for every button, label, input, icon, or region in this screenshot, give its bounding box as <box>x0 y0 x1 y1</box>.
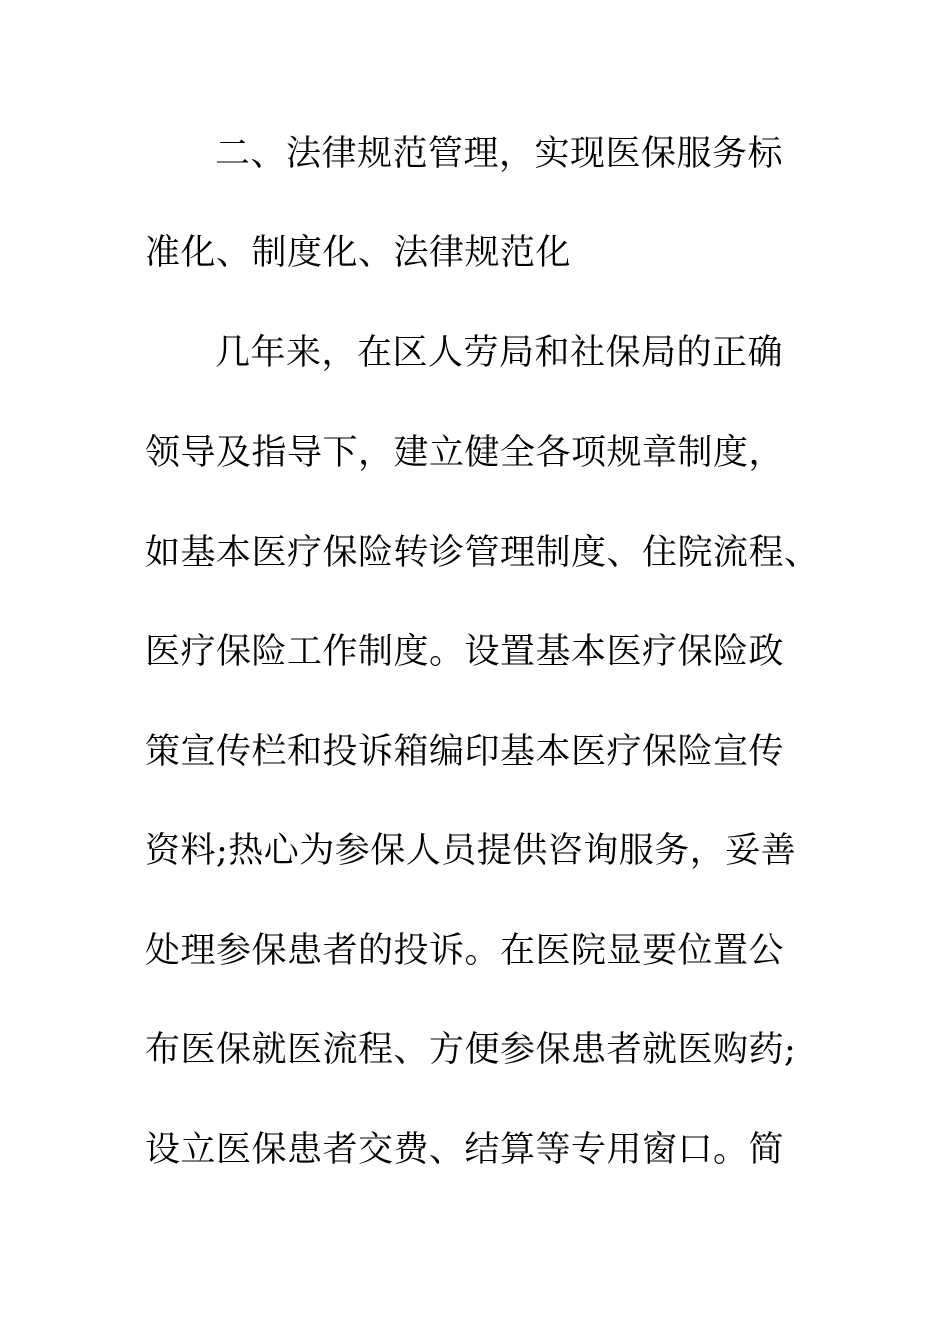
heading-line-2: 准化、制度化、法律规范化 <box>145 233 572 273</box>
paragraph-line-3: 如基本医疗保险转诊管理制度、住院流程、 <box>145 533 820 573</box>
paragraph-line-2: 领导及指导下，建立健全各项规章制度， <box>145 433 785 473</box>
paragraph-line-8: 布医保就医流程、方便参保患者就医购药; <box>145 1030 797 1070</box>
paragraph-line-1: 几年来，在区人劳局和社保局的正确 <box>215 333 784 373</box>
paragraph-line-5: 策宣传栏和投诉箱编印基本医疗保险宣传 <box>145 732 785 772</box>
paragraph-line-7: 处理参保患者的投诉。在医院显要位置公 <box>145 931 785 971</box>
heading-line-1: 二、法律规范管理，实现医保服务标 <box>215 134 784 174</box>
paragraph-line-9: 设立医保患者交费、结算等专用窗口。简 <box>145 1130 785 1170</box>
paragraph-line-4: 医疗保险工作制度。设置基本医疗保险政 <box>145 632 785 672</box>
paragraph-line-6: 资料;热心为参保人员提供咨询服务，妥善 <box>145 831 797 871</box>
